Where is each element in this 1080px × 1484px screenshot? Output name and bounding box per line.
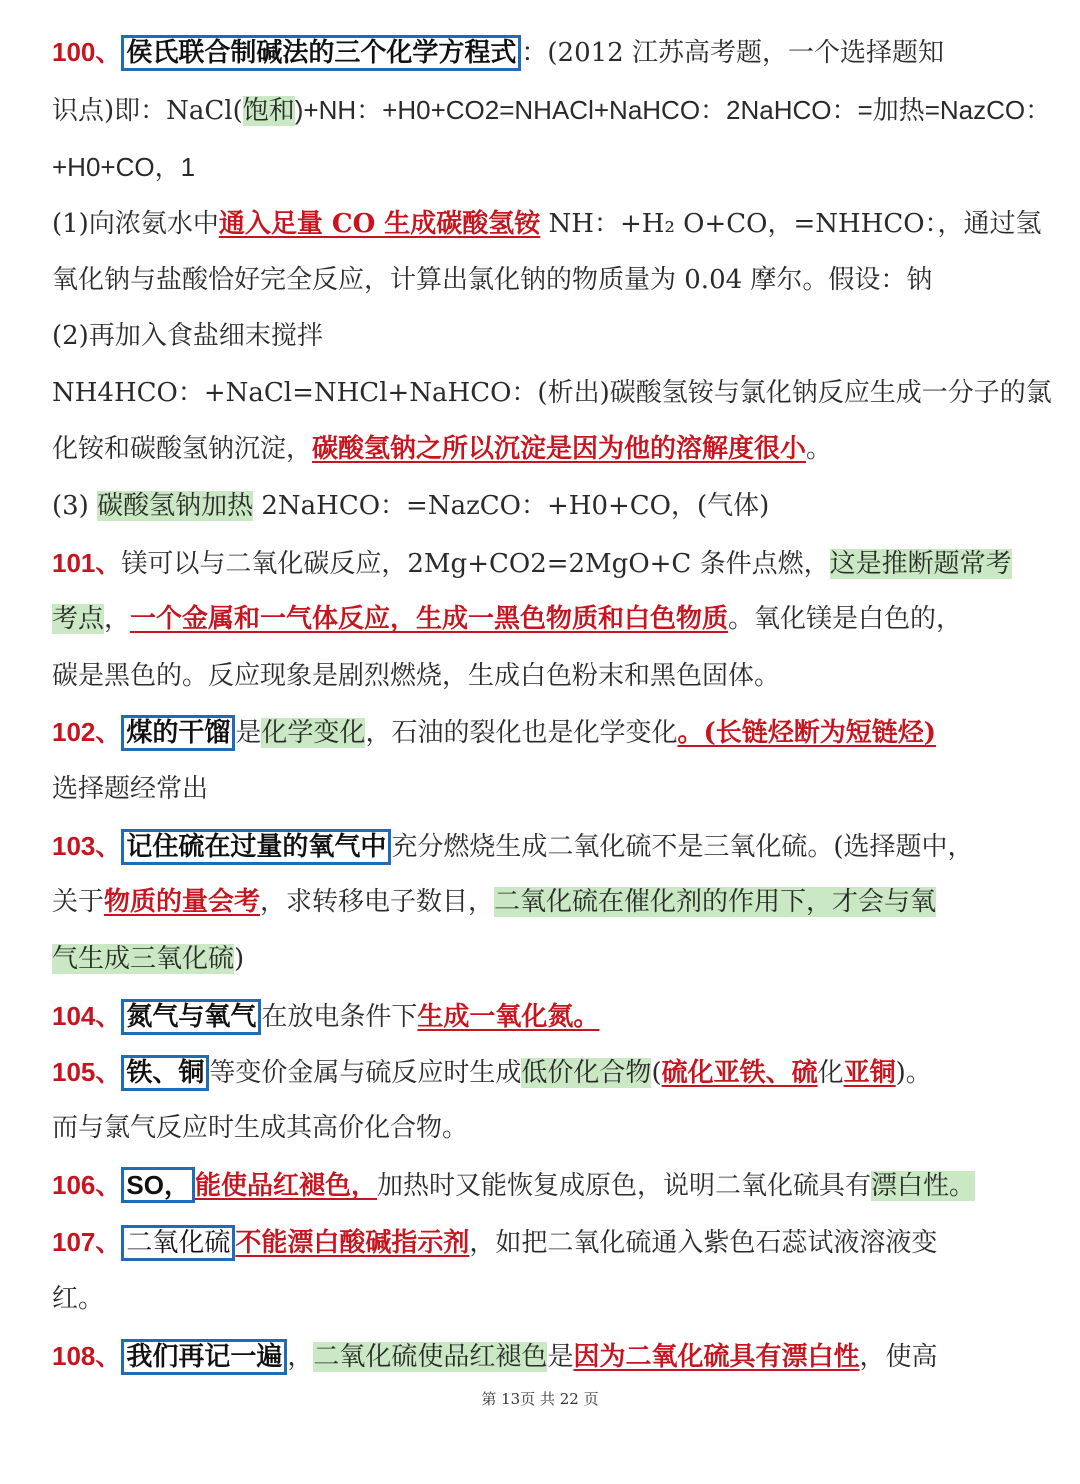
text: 选择题经常出 bbox=[52, 774, 209, 804]
step-3-line bbox=[52, 486, 1032, 526]
highlight: 二氧化硫在催化剂的作用下，才会与氧 bbox=[494, 887, 937, 917]
step-2-line-1 bbox=[52, 316, 1032, 356]
item-106-line bbox=[52, 1165, 1032, 1206]
highlight: 漂白性。 bbox=[871, 1171, 976, 1201]
text: ， bbox=[104, 604, 131, 634]
text: ，求转移电子数目， bbox=[260, 887, 495, 917]
item-number: 105、 bbox=[52, 1057, 122, 1087]
item-101-line-3 bbox=[52, 656, 1032, 696]
text: 而与氯气反应时生成其高价化合物。 bbox=[52, 1113, 469, 1143]
text: ( bbox=[651, 1058, 662, 1088]
item-number: 104、 bbox=[52, 1001, 122, 1031]
emphasis: 通入足量 CO 生成碳酸氢铵 bbox=[218, 209, 541, 239]
boxed-keyword: 我们再记一遍 bbox=[121, 1339, 287, 1375]
step-2-line-2 bbox=[52, 373, 1052, 413]
equation: +H0+CO，1 bbox=[52, 152, 196, 182]
item-103-line-2 bbox=[52, 882, 1032, 922]
highlight: 化学变化 bbox=[261, 718, 366, 748]
boxed-keyword: 煤的干馏 bbox=[121, 715, 235, 751]
text: 。 bbox=[806, 434, 833, 464]
highlight: 饱和 bbox=[242, 96, 295, 126]
text: NH：+H₂ O+CO，=NHHCO：，通过氢 bbox=[540, 209, 1042, 239]
step-1-line-2 bbox=[52, 260, 1032, 300]
emphasis: 物质的量会考 bbox=[104, 887, 261, 917]
text: ，如把二氧化硫通入紫色石蕊试液溶液变 bbox=[469, 1228, 938, 1258]
text: )。 bbox=[895, 1058, 932, 1088]
item-number: 106、 bbox=[52, 1170, 122, 1200]
text: ：(2012 江苏高考题，一个选择题知 bbox=[521, 38, 944, 68]
text: 碳是黑色的。反应现象是剧烈燃烧，生成白色粉末和黑色固体。 bbox=[52, 661, 781, 691]
text: 充分燃烧生成二氧化硫不是三氧化硫。(选择题中， bbox=[391, 832, 974, 862]
item-105-line-2 bbox=[52, 1108, 1032, 1148]
text: 镁可以与二氧化碳反应，2Mg+CO2=2MgO+C 条件点燃， bbox=[121, 549, 830, 579]
item-108-line bbox=[52, 1336, 1032, 1377]
highlight: 二氧化硫使品红褪色 bbox=[313, 1342, 548, 1372]
boxed-keyword: 氮气与氧气 bbox=[121, 999, 261, 1035]
text: 等变价金属与硫反应时生成 bbox=[209, 1058, 522, 1088]
text: 识点)即：NaCl( bbox=[52, 96, 243, 126]
item-107-line-2 bbox=[52, 1279, 1032, 1319]
emphasis: 能使品红褪色， bbox=[194, 1171, 377, 1201]
emphasis: 生成一氧化氮。 bbox=[417, 1002, 600, 1032]
text: 是 bbox=[235, 718, 262, 748]
boxed-keyword: SO， bbox=[121, 1167, 195, 1203]
highlight: 考点 bbox=[52, 604, 105, 634]
text: ， bbox=[287, 1342, 314, 1372]
text: 关于 bbox=[52, 887, 105, 917]
item-107-line-1 bbox=[52, 1222, 1032, 1263]
highlight: 这是推断题常考 bbox=[829, 549, 1012, 579]
item-103-line-3 bbox=[52, 939, 1032, 979]
text: 2NaHCO：=NazCO：+H0+CO，(气体) bbox=[253, 491, 770, 521]
highlight: 碳酸氢钠加热 bbox=[97, 491, 254, 521]
item-105-line-1 bbox=[52, 1052, 1032, 1093]
text: 。氧化镁是白色的， bbox=[728, 604, 963, 634]
text: ，石油的裂化也是化学变化 bbox=[365, 718, 678, 748]
boxed-keyword: 记住硫在过量的氧气中 bbox=[121, 829, 391, 865]
text: NH4HCO：+NaCl=NHCl+NaHCO：(析出)碳酸氢铵与氯化钠反应生成一分子的氯 bbox=[52, 378, 1052, 408]
item-100-line-2 bbox=[52, 90, 1052, 131]
page-number: 第 13页 共 22 页 bbox=[481, 1390, 599, 1408]
text: 化 bbox=[817, 1058, 844, 1088]
item-number: 100、 bbox=[52, 37, 122, 67]
emphasis: 不能漂白酸碱指示剂 bbox=[235, 1228, 470, 1258]
item-number: 108、 bbox=[52, 1341, 122, 1371]
item-100-line-3 bbox=[52, 147, 1032, 188]
item-number: 103、 bbox=[52, 831, 122, 861]
emphasis: 硫化亚铁、硫 bbox=[661, 1058, 818, 1088]
equation: )+NH：+H0+CO2=NHACl+NaHCO：2NaHCO：=加热=NazCO： bbox=[294, 95, 1052, 125]
item-101-line-2 bbox=[52, 599, 1032, 639]
text: ) bbox=[234, 944, 245, 974]
emphasis: 一个金属和一气体反应，生成一黑色物质和白色物质 bbox=[130, 604, 729, 634]
text: 是 bbox=[547, 1342, 574, 1372]
boxed-keyword: 铁、铜 bbox=[121, 1055, 209, 1091]
item-number: 101、 bbox=[52, 548, 122, 578]
text: (1)向浓氨水中 bbox=[52, 209, 219, 239]
highlight: 低价化合物 bbox=[521, 1058, 652, 1088]
text: 加热时又能恢复成原色，说明二氧化硫具有 bbox=[376, 1171, 871, 1201]
item-102-line-2 bbox=[52, 769, 1032, 809]
text: 氧化钠与盐酸恰好完全反应，计算出氯化钠的物质量为 0.04 摩尔。假设：钠 bbox=[52, 265, 933, 295]
item-103-line-1 bbox=[52, 826, 1032, 867]
emphasis: 。(长链烃断为短链烃) bbox=[677, 718, 937, 748]
text: (2)再加入食盐细末搅拌 bbox=[52, 321, 323, 351]
emphasis: 因为二氧化硫具有漂白性 bbox=[573, 1342, 860, 1372]
item-number: 102、 bbox=[52, 717, 122, 747]
emphasis: 碳酸氢钠之所以沉淀是因为他的溶解度很小 bbox=[312, 434, 807, 464]
text: (3) bbox=[52, 491, 98, 521]
boxed-keyword: 二氧化硫 bbox=[121, 1225, 235, 1261]
item-100-line-1 bbox=[52, 32, 1032, 73]
step-1-line-1 bbox=[52, 204, 1042, 244]
emphasis: 亚铜 bbox=[843, 1058, 896, 1088]
item-102-line-1 bbox=[52, 712, 1032, 753]
text: 化铵和碳酸氢钠沉淀， bbox=[52, 434, 313, 464]
highlight: 气生成三氧化硫 bbox=[52, 944, 235, 974]
step-2-line-3 bbox=[52, 429, 1032, 469]
text: ，使高 bbox=[859, 1342, 938, 1372]
text: 在放电条件下 bbox=[261, 1002, 418, 1032]
item-104-line bbox=[52, 996, 1032, 1037]
boxed-keyword: 侯氏联合制碱法的三个化学方程式 bbox=[121, 35, 521, 71]
item-101-line-1 bbox=[52, 543, 1032, 584]
text: 红。 bbox=[52, 1284, 105, 1314]
item-number: 107、 bbox=[52, 1227, 122, 1257]
